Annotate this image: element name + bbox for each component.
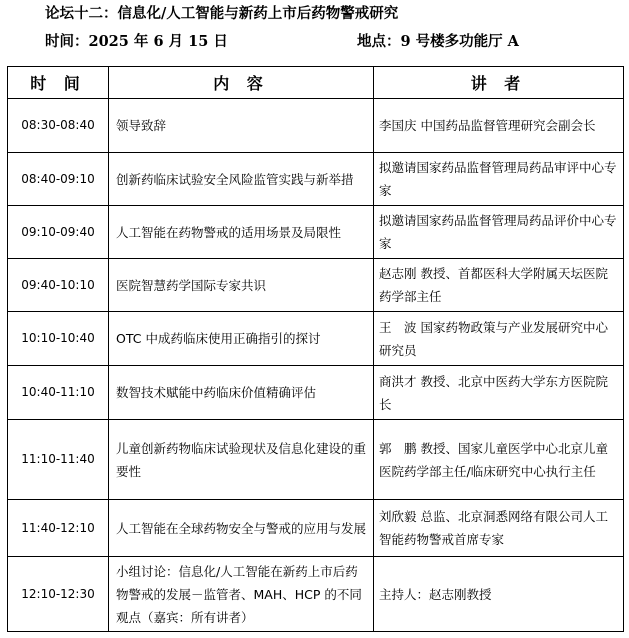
table-row (8, 557, 624, 632)
row-time: 09:40-10:10 (8, 259, 109, 312)
forum-venue: 地点：9 号楼多功能厅 A (357, 33, 519, 50)
row-speaker: 拟邀请国家药品监督管理局药品审评中心专家 (374, 153, 624, 206)
row-time: 08:40-09:10 (8, 153, 109, 206)
row-content: 人工智能在药物警戒的适用场景及局限性 (109, 206, 374, 259)
schedule-table (7, 66, 624, 632)
column-header-speaker: 讲 者 (374, 67, 624, 99)
column-header-time: 时 间 (8, 67, 109, 99)
row-speaker: 李国庆 中国药品监督管理研究会副会长 (374, 99, 624, 153)
row-time: 12:10-12:30 (8, 557, 109, 632)
table-row (8, 99, 624, 153)
row-content: 儿童创新药物临床试验现状及信息化建设的重要性 (109, 420, 374, 500)
row-content: 创新药临床试验安全风险监管实践与新举措 (109, 153, 374, 206)
row-speaker: 王 波 国家药物政策与产业发展研究中心研究员 (374, 312, 624, 366)
row-time: 11:40-12:10 (8, 500, 109, 557)
column-header-content: 内 容 (109, 67, 374, 99)
row-time: 10:10-10:40 (8, 312, 109, 366)
table-row (8, 153, 624, 206)
row-content: 领导致辞 (109, 99, 374, 153)
table-row (8, 259, 624, 312)
row-time: 11:10-11:40 (8, 420, 109, 500)
row-speaker: 拟邀请国家药品监督管理局药品评价中心专家 (374, 206, 624, 259)
table-row (8, 206, 624, 259)
row-speaker: 商洪才 教授、北京中医药大学东方医院院长 (374, 366, 624, 420)
forum-time: 时间：2025 年 6 月 15 日 (45, 33, 228, 50)
row-speaker: 主持人：赵志刚教授 (374, 557, 624, 632)
row-speaker: 刘欣毅 总监、北京洞悉网络有限公司人工智能药物警戒首席专家 (374, 500, 624, 557)
row-content: 小组讨论：信息化/人工智能在新药上市后药物警戒的发展－监管者、MAH、HCP 的不同观点（嘉宾：所有讲者） (109, 557, 374, 632)
row-content: OTC 中成药临床使用正确指引的探讨 (109, 312, 374, 366)
row-content: 医院智慧药学国际专家共识 (109, 259, 374, 312)
header-row (8, 67, 624, 99)
table-row (8, 366, 624, 420)
table-row (8, 420, 624, 500)
row-content: 数智技术赋能中药临床价值精确评估 (109, 366, 374, 420)
row-content: 人工智能在全球药物安全与警戒的应用与发展 (109, 500, 374, 557)
table-row (8, 500, 624, 557)
table-row (8, 312, 624, 366)
row-time: 08:30-08:40 (8, 99, 109, 153)
row-time: 09:10-09:40 (8, 206, 109, 259)
row-speaker: 郭 鹏 教授、国家儿童医学中心北京儿童医院药学部主任/临床研究中心执行主任 (374, 420, 624, 500)
row-speaker: 赵志刚 教授、首都医科大学附属天坛医院药学部主任 (374, 259, 624, 312)
forum-title: 论坛十二：信息化/人工智能与新药上市后药物警戒研究 (45, 5, 399, 22)
row-time: 10:40-11:10 (8, 366, 109, 420)
